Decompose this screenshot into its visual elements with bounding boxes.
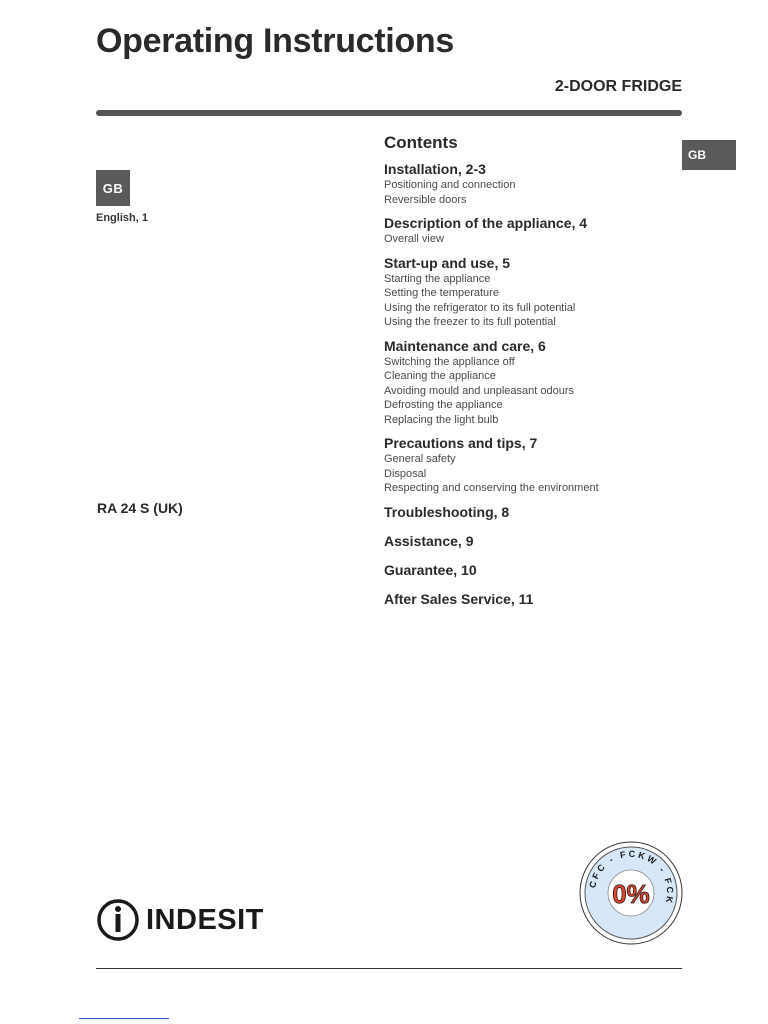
indesit-logo [96,898,264,942]
contents-section-title[interactable]: Start-up and use, 5 [384,254,511,271]
contents-section [384,591,684,608]
footer-divider [96,968,682,969]
contents-subitem: Cleaning the appliance [384,370,496,382]
indesit-logo-icon [96,898,140,942]
contents-subitem: Reversible doors [384,193,467,206]
contents-section [384,215,684,247]
contents-section [384,435,684,496]
contents-subitem: Using the freezer to its full potential [384,316,556,328]
model-number: RA 24 S (UK) [97,500,183,516]
contents-section-title[interactable]: Maintenance and care, 6 [384,337,546,354]
contents-sections [384,161,684,608]
contents-section [384,562,684,579]
contents-section [384,161,684,207]
contents-section [384,338,684,428]
contents-section-title[interactable]: Assistance, 9 [384,532,474,549]
side-language-tab: GB [682,140,736,170]
contents-heading: Contents [384,133,458,152]
contents-section-title[interactable]: Guarantee, 10 [384,561,477,578]
cfc-free-seal [578,840,684,946]
contents-panel [384,133,684,620]
contents-section-title[interactable]: Troubleshooting, 8 [384,503,510,520]
contents-subitem: Overall view [384,233,444,245]
contents-section-title[interactable]: Installation, 2-3 [384,161,486,177]
contents-section [384,533,684,550]
seal-center-text: 0% [612,879,650,909]
contents-section [384,504,684,521]
contents-section-title[interactable]: Description of the appliance, 4 [384,215,588,231]
language-label: English, 1 [96,212,148,224]
contents-section-title[interactable]: Precautions and tips, 7 [384,435,538,451]
contents-section [384,255,684,330]
contents-subitem: Disposal [384,467,427,480]
contents-subitem: General safety [384,453,456,465]
header-divider [96,110,682,116]
language-badge[interactable]: GB [96,170,130,206]
seal-ring-text: CFC - FCKW - FCK [587,848,676,907]
contents-subitem: Setting the temperature [384,287,499,299]
contents-subitem: Respecting and conserving the environment [384,482,599,494]
page-title: Operating Instructions [96,22,454,60]
footer-link-underline[interactable] [79,1018,169,1019]
contents-subitem: Replacing the light bulb [384,413,499,426]
contents-subitem: Defrosting the appliance [384,399,503,411]
indesit-wordmark: INDESIT [146,903,264,936]
contents-subitem: Positioning and connection [384,179,516,191]
contents-subitem: Using the refrigerator to its full potential [384,301,576,314]
contents-subitem: Starting the appliance [384,272,491,285]
contents-subitem: Avoiding mould and unpleasant odours [384,384,574,397]
product-type: 2-DOOR FRIDGE [554,78,682,95]
contents-subitem: Switching the appliance off [384,355,515,368]
contents-section-title[interactable]: After Sales Service, 11 [384,590,534,607]
